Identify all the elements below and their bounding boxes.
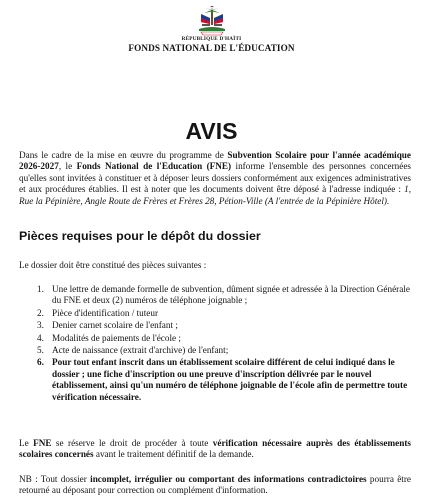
- required-documents-list: [19, 284, 411, 404]
- list-item: 3. Denier carnet scolaire de l'enfant ;: [37, 320, 178, 331]
- list-item: 6. Pour tout enfant inscrit dans un établissement scolaire différent de celui indiqué dans le dossier ; une fiche d'inscription ou une preuve d'inscription délivrée par le nouvel établissement, ainsi qu'un numéro de téléphone joignable de l'école afin de permettre toute vérification nécessaire.: [37, 357, 408, 402]
- fne-note: Le FNE se réserve le droit de procéder à toute vérification nécessaire auprès des établissements scolaires concernés avant le traitement définitif de la demande.: [19, 438, 411, 460]
- section-heading: Pièces requises pour le dépôt du dossier: [19, 229, 261, 243]
- list-item: 5. Acte de naissance (extrait d'archive) de l'enfant;: [37, 345, 229, 356]
- page-title: AVIS: [185, 118, 238, 144]
- republic-label: RÉPUBLIQUE D'HAÏTI: [181, 36, 242, 42]
- nb-note: NB : Tout dossier incomplet, irrégulier ou comportant des informations contradictoires pourra être retourné au déposant pour correction ou complément d'information.: [19, 474, 411, 496]
- organization-name: FONDS NATIONAL DE L'ÉDUCATION: [128, 43, 295, 53]
- haiti-coat-of-arms-icon: [197, 4, 227, 36]
- dossier-intro: Le dossier doit être constitué des pièces suivantes :: [19, 260, 207, 270]
- list-item: 4. Modalités de paiements de l'école ;: [37, 332, 181, 343]
- list-item: 2. Pièce d'identification / tuteur: [37, 307, 159, 318]
- list-item: 1. Une lettre de demande formelle de subvention, dûment signée et adressée à la Direction Générale du FNE et deux (2) numéros de téléphone joignable ;: [37, 284, 410, 306]
- intro-paragraph: Dans le cadre de la mise en œuvre du programme de Subvention Scolaire pour l'année académique 2026-2027, le Fonds National de l'Education (FNE) informe l'ensemble des personnes concernées qu'elles sont invitées à constituer et à déposer leurs dossiers conformément aux exigences administratives et aux procédures établies. Il est à noter que les documents doivent être déposé à l'adresse indiquée : 1, Rue la Pépinière, Angle Route de Frères et Frères 28, Pétion-Ville (A l'entrée de la Pépinière Hôtel).: [19, 150, 412, 206]
